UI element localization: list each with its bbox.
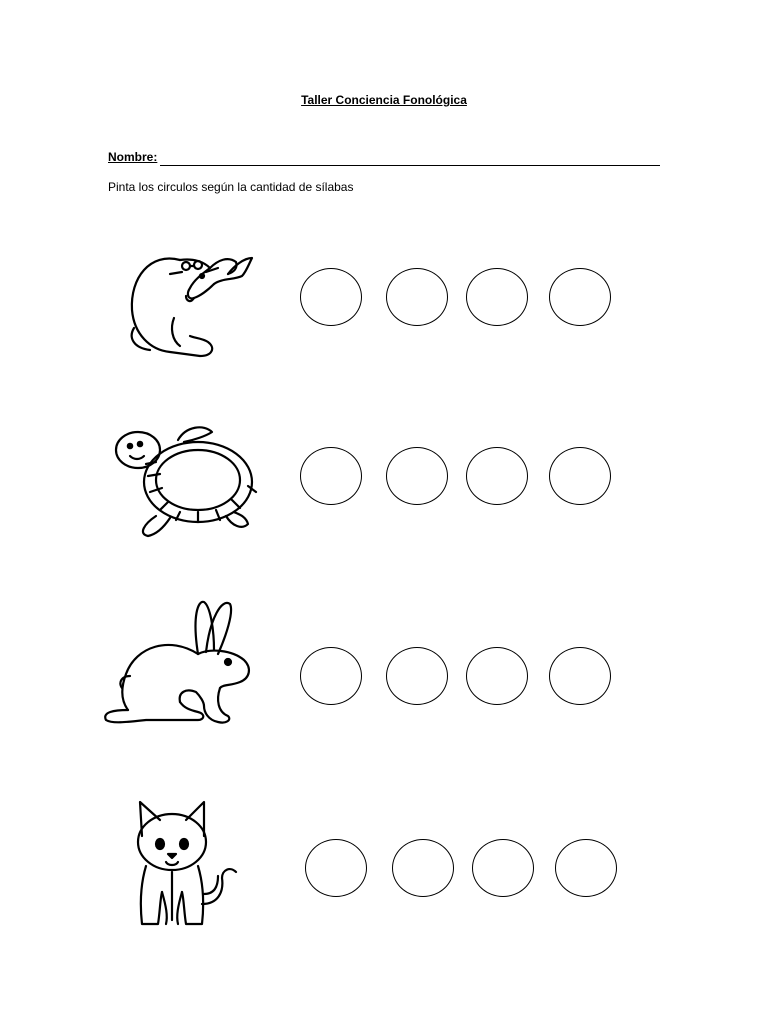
syllable-circle[interactable] (300, 447, 362, 505)
syllable-circle[interactable] (305, 839, 367, 897)
syllable-circle[interactable] (386, 268, 448, 326)
name-field[interactable] (108, 150, 660, 166)
syllable-circle[interactable] (386, 447, 448, 505)
syllable-circle[interactable] (386, 647, 448, 705)
syllable-circle[interactable] (555, 839, 617, 897)
syllable-circle[interactable] (549, 268, 611, 326)
syllable-circle[interactable] (549, 647, 611, 705)
syllable-circle[interactable] (549, 447, 611, 505)
name-line[interactable] (160, 165, 660, 166)
seal-icon (110, 238, 270, 366)
syllable-circle[interactable] (392, 839, 454, 897)
cat-icon (130, 796, 240, 930)
syllable-circle[interactable] (472, 839, 534, 897)
name-label: Nombre: (108, 150, 158, 164)
syllable-circle[interactable] (300, 647, 362, 705)
syllable-circle[interactable] (300, 268, 362, 326)
worksheet-title: Taller Conciencia Fonológica (301, 93, 467, 107)
turtle-icon (108, 420, 258, 544)
syllable-circle[interactable] (466, 647, 528, 705)
rabbit-icon (100, 596, 260, 730)
syllable-circle[interactable] (466, 447, 528, 505)
instructions-text: Pinta los circulos según la cantidad de sílabas (108, 180, 354, 194)
syllable-circle[interactable] (466, 268, 528, 326)
